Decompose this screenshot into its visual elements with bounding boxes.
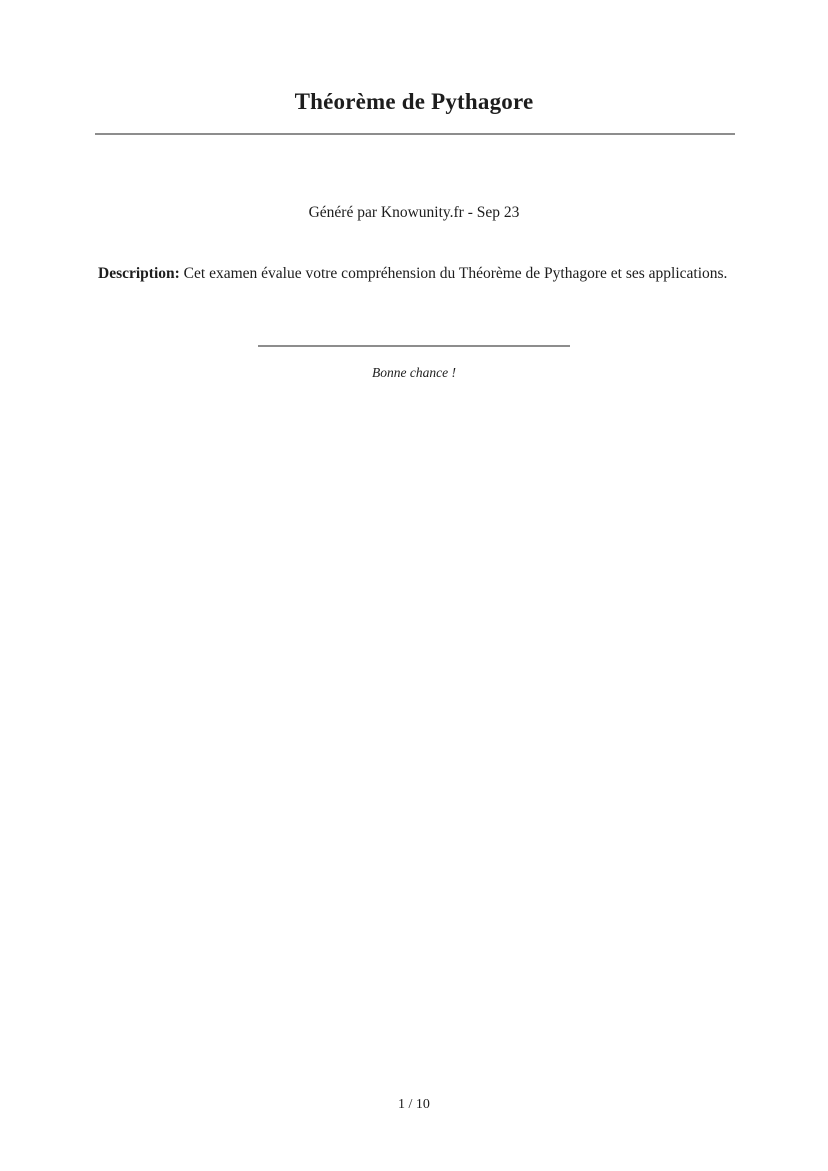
generated-by-line: Généré par Knowunity.fr - Sep 23 xyxy=(308,204,520,221)
page-title: Théorème de Pythagore xyxy=(294,89,534,114)
description-text: Cet examen évalue votre compréhension du Théorème de Pythagore et ses applications. xyxy=(183,265,728,282)
title-divider xyxy=(95,133,735,135)
description-paragraph xyxy=(98,262,736,285)
mid-divider xyxy=(258,345,570,347)
description-label: Description: xyxy=(98,265,180,282)
page-number: 1 / 10 xyxy=(398,1097,430,1112)
good-luck-text: Bonne chance ! xyxy=(372,365,456,380)
